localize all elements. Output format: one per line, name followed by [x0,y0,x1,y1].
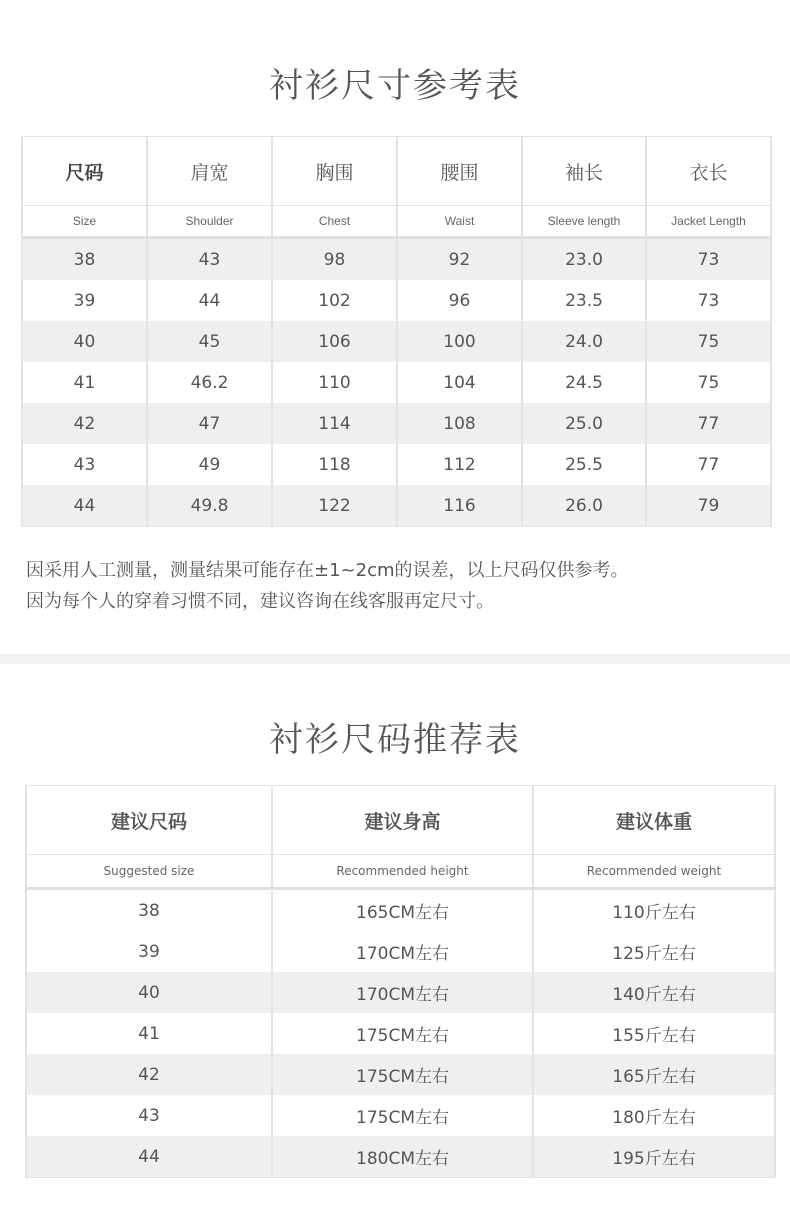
table-cell: 102 [272,280,397,321]
table-cell: 114 [272,403,397,444]
table-cell: 125斤左右 [533,931,775,972]
header-height-cn: 建议身高 [272,786,533,855]
recommend-chart-title: 衬衫尺码推荐表 [269,720,521,760]
recommend-chart-header-cn [26,786,775,855]
table-cell: 155斤左右 [533,1013,775,1054]
table-cell: 43 [147,238,272,281]
table-cell: 24.5 [522,362,646,403]
size-chart-title: 衬衫尺寸参考表 [269,66,521,106]
header-sleeve-en: Sleeve length [522,206,646,238]
table-cell: 110斤左右 [533,889,775,932]
table-cell: 43 [26,1095,272,1136]
table-row [26,1095,775,1136]
table-cell: 44 [22,485,147,527]
table-cell: 44 [26,1136,272,1178]
table-cell: 180CM左右 [272,1136,533,1178]
header-size-cn: 尺码 [22,137,147,206]
size-chart-header-cn [22,137,771,206]
table-cell: 39 [26,931,272,972]
table-cell: 25.5 [522,444,646,485]
table-cell: 165CM左右 [272,889,533,932]
table-cell: 170CM左右 [272,972,533,1013]
table-cell: 175CM左右 [272,1095,533,1136]
header-suggested-size-en: Suggested size [26,855,272,889]
table-cell: 46.2 [147,362,272,403]
table-cell: 75 [646,362,771,403]
header-weight-cn: 建议体重 [533,786,775,855]
table-cell: 112 [397,444,522,485]
header-suggested-size-cn: 建议尺码 [26,786,272,855]
table-cell: 47 [147,403,272,444]
table-cell: 25.0 [522,403,646,444]
table-cell: 73 [646,238,771,281]
header-size-en: Size [22,206,147,238]
table-cell: 92 [397,238,522,281]
table-cell: 96 [397,280,522,321]
table-cell: 108 [397,403,522,444]
table-row [22,403,771,444]
table-cell: 77 [646,444,771,485]
measurement-note [26,555,629,617]
table-cell: 39 [22,280,147,321]
table-row [26,1054,775,1095]
table-cell: 42 [22,403,147,444]
table-cell: 180斤左右 [533,1095,775,1136]
table-cell: 165斤左右 [533,1054,775,1095]
table-cell: 195斤左右 [533,1136,775,1178]
table-row [22,362,771,403]
table-cell: 140斤左右 [533,972,775,1013]
header-chest-en: Chest [272,206,397,238]
table-cell: 23.5 [522,280,646,321]
header-waist-cn: 腰围 [397,137,522,206]
table-cell: 24.0 [522,321,646,362]
table-cell: 45 [147,321,272,362]
note-line-2: 因为每个人的穿着习惯不同，建议咨询在线客服再定尺寸。 [26,591,494,612]
table-row [26,931,775,972]
table-cell: 41 [26,1013,272,1054]
table-cell: 175CM左右 [272,1013,533,1054]
table-row [22,280,771,321]
header-shoulder-en: Shoulder [147,206,272,238]
table-cell: 40 [22,321,147,362]
note-line-1: 因采用人工测量，测量结果可能存在±1~2cm的误差，以上尺码仅供参考。 [26,560,629,581]
table-row [26,1136,775,1178]
table-cell: 79 [646,485,771,527]
table-cell: 38 [22,238,147,281]
header-height-en: Recommended height [272,855,533,889]
table-cell: 41 [22,362,147,403]
recommend-chart-table [25,785,776,1178]
table-row [22,485,771,527]
table-row [26,972,775,1013]
table-row [26,1013,775,1054]
table-cell: 175CM左右 [272,1054,533,1095]
table-cell: 118 [272,444,397,485]
size-chart-table [21,136,772,527]
header-sleeve-cn: 袖长 [522,137,646,206]
table-cell: 106 [272,321,397,362]
table-cell: 49.8 [147,485,272,527]
recommend-chart-header-en [26,855,775,889]
table-cell: 170CM左右 [272,931,533,972]
header-shoulder-cn: 肩宽 [147,137,272,206]
table-cell: 77 [646,403,771,444]
table-cell: 43 [22,444,147,485]
table-cell: 23.0 [522,238,646,281]
size-chart-header-en [22,206,771,238]
table-cell: 73 [646,280,771,321]
table-cell: 26.0 [522,485,646,527]
header-waist-en: Waist [397,206,522,238]
table-cell: 49 [147,444,272,485]
table-cell: 44 [147,280,272,321]
table-cell: 110 [272,362,397,403]
table-cell: 116 [397,485,522,527]
table-cell: 104 [397,362,522,403]
table-row [22,238,771,281]
table-cell: 122 [272,485,397,527]
table-row [26,889,775,932]
table-cell: 100 [397,321,522,362]
table-cell: 40 [26,972,272,1013]
table-cell: 42 [26,1054,272,1095]
section-divider [0,654,790,664]
header-length-cn: 衣长 [646,137,771,206]
table-cell: 38 [26,889,272,932]
table-cell: 98 [272,238,397,281]
header-length-en: Jacket Length [646,206,771,238]
header-weight-en: Recommended weight [533,855,775,889]
header-chest-cn: 胸围 [272,137,397,206]
table-row [22,321,771,362]
table-row [22,444,771,485]
table-cell: 75 [646,321,771,362]
